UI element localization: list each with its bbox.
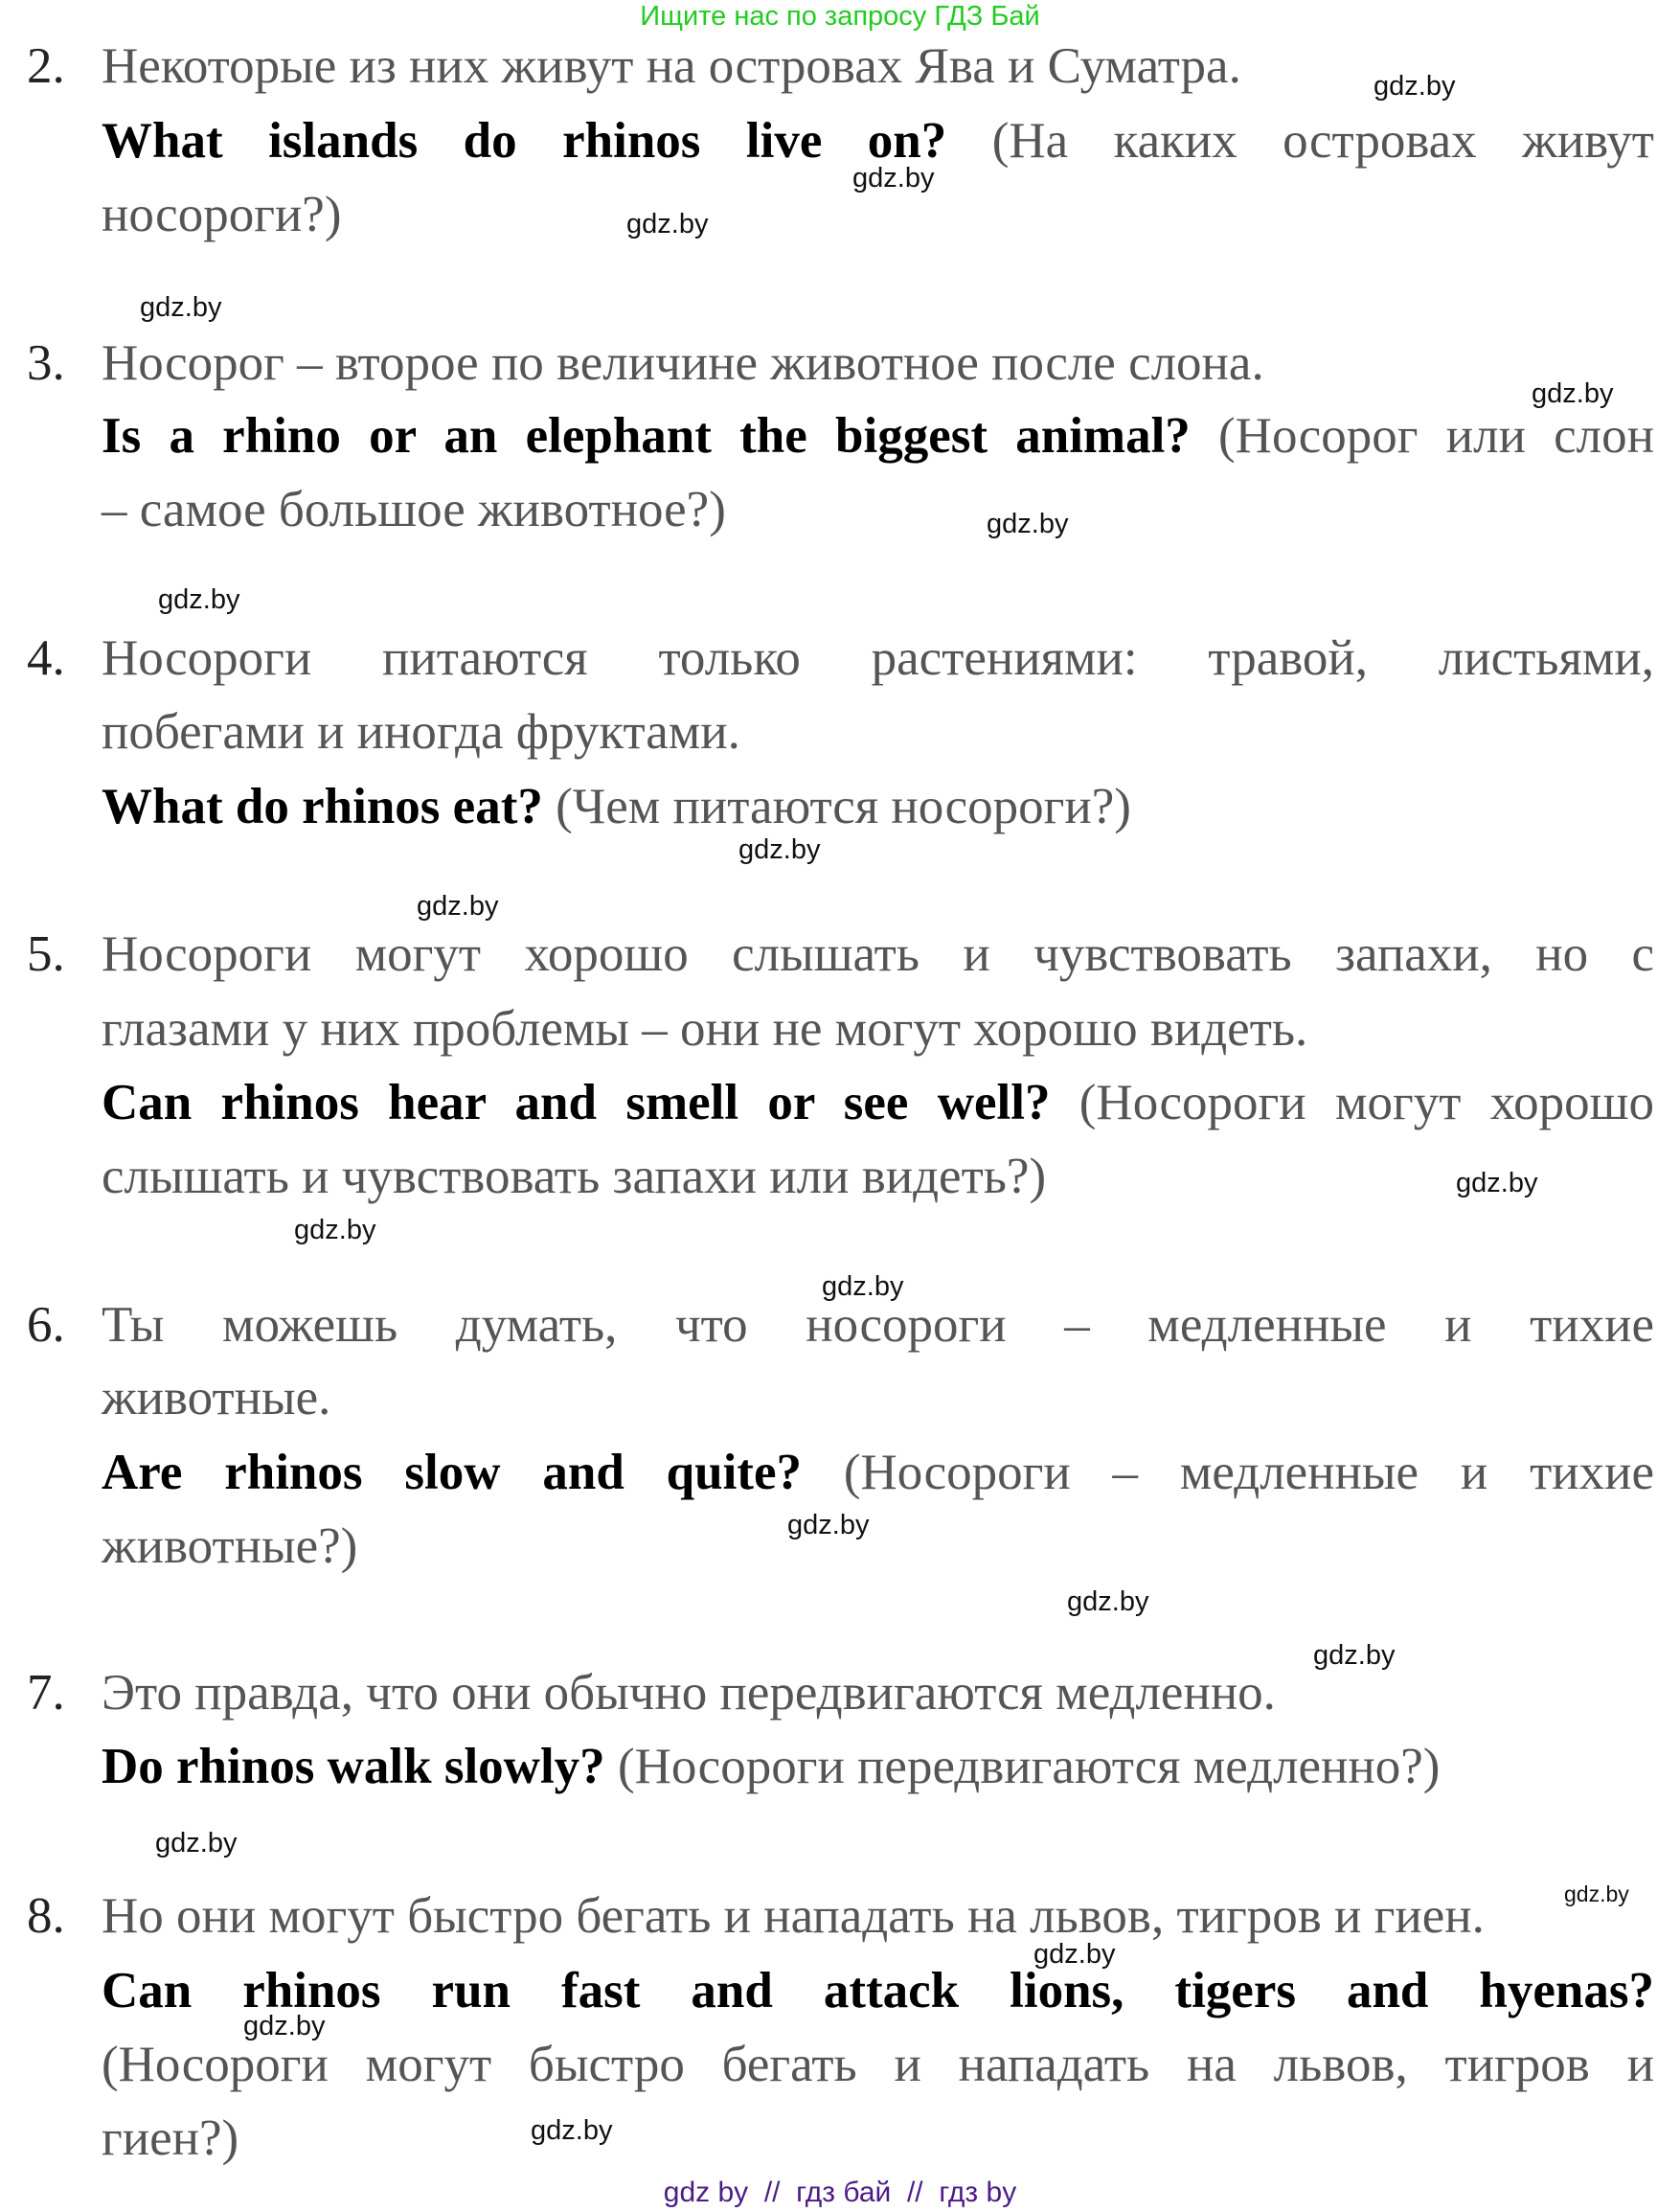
watermark: gdz.by: [155, 1828, 238, 1859]
russian-text: носороги?): [102, 187, 342, 242]
watermark: gdz.by: [626, 209, 709, 239]
text-line: [102, 622, 1654, 696]
russian-text: (Носороги – медленные и тихие: [801, 1445, 1654, 1500]
watermark: gdz.by: [822, 1271, 904, 1302]
text-line: [102, 696, 1654, 769]
text-line: [102, 992, 1654, 1066]
item-number: 4.: [27, 630, 65, 686]
item-number: 5.: [27, 926, 65, 982]
russian-text: Это правда, что они обычно передвигаются медленно.: [102, 1665, 1276, 1721]
english-question: Can rhinos hear and smell or see well?: [102, 1075, 1051, 1130]
russian-text: – самое большое животное?): [102, 482, 726, 537]
item-number: 7.: [27, 1665, 65, 1721]
text-line: [102, 1656, 1654, 1730]
text-line: [102, 2028, 1654, 2102]
text-line: [102, 1730, 1654, 1804]
russian-text: побегами и иногда фруктами.: [102, 704, 740, 760]
text-line: [102, 327, 1654, 400]
english-question: What islands do rhinos live on?: [102, 113, 947, 169]
footer-watermark: gdz by // гдз бай // гдз by: [663, 2177, 1017, 2208]
watermark: gdz.by: [1313, 1640, 1396, 1671]
text-line: [102, 1066, 1654, 1140]
text-line: [102, 473, 1654, 547]
watermark: gdz.by: [158, 584, 240, 615]
russian-text: гиен?): [102, 2110, 239, 2166]
russian-text: (Носороги передвигаются медленно?): [604, 1739, 1441, 1794]
text-line: [102, 2102, 1654, 2176]
watermark: gdz.by: [987, 509, 1069, 539]
watermark: gdz.by: [294, 1215, 376, 1245]
watermark: gdz.by: [1033, 1939, 1116, 1970]
text-line: [102, 1140, 1654, 1214]
text-line: [102, 1436, 1654, 1510]
russian-text: Некоторые из них живут на островах Ява и Суматра.: [102, 38, 1241, 94]
watermark: gdz.by: [738, 834, 821, 865]
search-banner: Ищите нас по запросу ГДЗ Бай: [640, 1, 1040, 32]
watermark: gdz.by: [787, 1510, 870, 1540]
russian-text: (На каких островах живут: [946, 113, 1654, 169]
item-number: 3.: [27, 335, 65, 391]
watermark: gdz.by: [1374, 71, 1456, 102]
russian-text: Ты можешь думать, что носороги – медленные и тихие: [102, 1297, 1654, 1353]
russian-text: Носорог – второе по величине животное после слона.: [102, 335, 1264, 391]
english-question: Are rhinos slow and quite?: [102, 1445, 802, 1500]
text-line: [102, 399, 1654, 473]
watermark: gdz.by: [1532, 378, 1614, 409]
item-number: 2.: [27, 38, 65, 94]
text-line: [102, 1880, 1654, 1953]
russian-text: слышать и чувствовать запахи или видеть?): [102, 1149, 1047, 1204]
watermark: gdz.by: [1067, 1586, 1149, 1617]
english-question: Is a rhino or an elephant the biggest animal?: [102, 408, 1191, 464]
watermark: gdz.by: [1456, 1168, 1538, 1198]
watermark: gdz.by: [140, 292, 222, 323]
russian-text: животные?): [102, 1518, 358, 1574]
russian-text: животные.: [102, 1370, 331, 1425]
item-number: 6.: [27, 1297, 65, 1353]
english-question: Do rhinos walk slowly?: [102, 1739, 605, 1794]
text-line: [102, 1361, 1654, 1435]
russian-text: Носороги питаются только растениями: травой, листьями,: [102, 630, 1654, 686]
russian-text: (Чем питаются носороги?): [542, 779, 1131, 834]
text-line: [102, 1954, 1654, 2028]
text-line: [102, 770, 1654, 844]
watermark: gdz.by: [852, 163, 935, 194]
watermark: gdz.by: [243, 2011, 326, 2041]
russian-text: Носороги могут хорошо слышать и чувствовать запахи, но с: [102, 926, 1654, 982]
english-question: Can rhinos run fast and attack lions, tigers and hyenas?: [102, 1963, 1654, 2018]
text-line: [102, 1510, 1654, 1584]
watermark: gdz.by: [417, 891, 499, 922]
item-number: 8.: [27, 1888, 65, 1944]
watermark: gdz.by: [531, 2115, 613, 2146]
english-question: What do rhinos eat?: [102, 779, 543, 834]
russian-text: Но они могут быстро бегать и нападать на львов, тигров и гиен.: [102, 1888, 1485, 1944]
watermark: gdz.by: [1564, 1881, 1629, 1906]
text-line: [102, 918, 1654, 992]
russian-text: (Носорог или слон: [1190, 408, 1654, 464]
russian-text: (Носороги могут хорошо: [1050, 1075, 1654, 1130]
russian-text: (Носороги могут быстро бегать и нападать на львов, тигров и: [102, 2037, 1654, 2092]
russian-text: глазами у них проблемы – они не могут хорошо видеть.: [102, 1001, 1308, 1057]
